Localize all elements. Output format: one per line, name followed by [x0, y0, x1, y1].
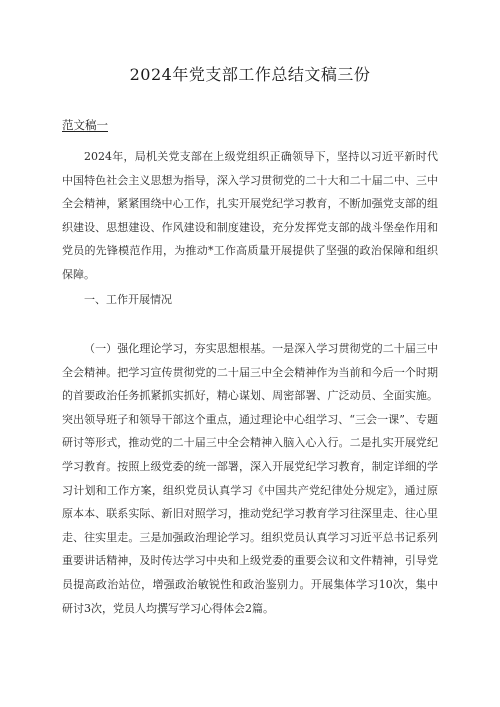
section-paragraph: （一）强化理论学习，夯实思想根基。一是深入学习贯彻党的二十届三中全会精神。把学习宣传贯彻党的二十届三中全会精神作为当前和今后一个时期的首要政治任务抓紧抓实抓好，精心谋划、周密部署、广泛动员、全面实施。突出领导班子和领导干部这个重点，通过理论中心组学习、“三会一课”、专题研讨等形式，推动党的二十届三中全会精神入脑入心入行。二是扎实开展党纪学习教育。按照上级党委的统一部署，深入开展党纪学习教育，制定详细的学习计划和工作方案，组织党员认真学习《中国共产党纪律处分规定》，通过原原本本、联系实际、新旧对照学习，推动党纪学习教育学习往深里走、往心里走、往实里走。三是加强政治理论学习。组织党员认真学习习近平总书记系列重要讲话精神，及时传达学习中央和上级党委的重要会议和文件精神，引导党员提高政治站位，增强政治敏锐性和政治鉴别力。开展集体学习10次，集中研讨3次，党员人均撰写学习心得体会2篇。 [62, 342, 438, 615]
section-heading: 一、工作开展情况 [84, 293, 172, 306]
intro-paragraph: 2024年，局机关党支部在上级党组织正确领导下，坚持以习近平新时代中国特色社会主义思想为指导，深入学习贯彻党的二十大和二十届二中、三中全会精神，紧紧围绕中心工作，扎实开展党纪学习教育，不断加强党支部的组织建设、思想建设、作风建设和制度建设，充分发挥党支部的战斗堡垒作用和党员的先锋模范作用，为推动*工作高质量开展提供了坚强的政治保障和组织保障。 [62, 150, 438, 281]
document-title: 2024年党支部工作总结文稿三份 [129, 65, 371, 84]
sample-label: 范文稿一 [62, 118, 108, 132]
